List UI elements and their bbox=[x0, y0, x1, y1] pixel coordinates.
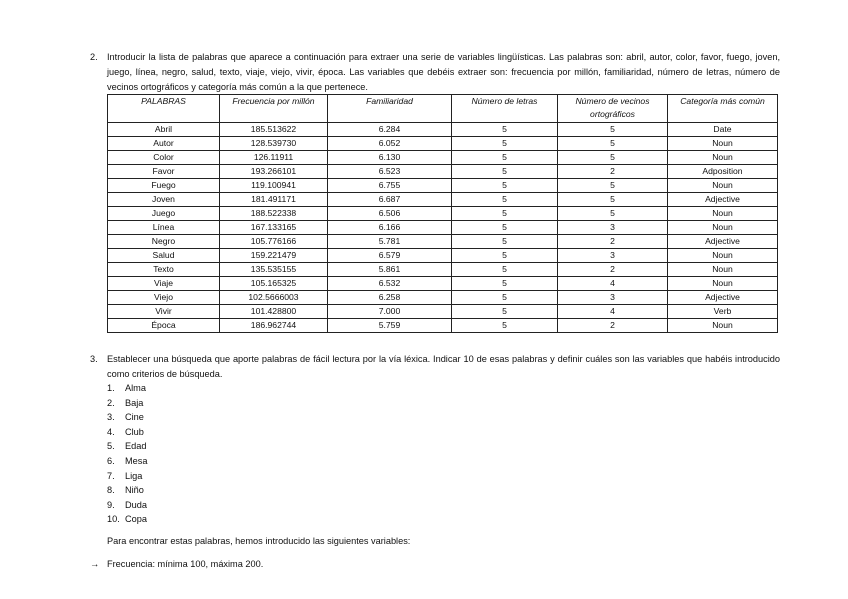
table-row bbox=[108, 221, 778, 235]
cell-categoria: Adposition bbox=[668, 165, 778, 179]
list-item-word: Niño bbox=[125, 485, 144, 496]
cell-palabra: Texto bbox=[108, 263, 220, 277]
cell-frecuencia: 102.5666003 bbox=[220, 291, 328, 305]
cell-categoria: Noun bbox=[668, 249, 778, 263]
cell-frecuencia: 105.165325 bbox=[220, 277, 328, 291]
cell-vecinos: 5 bbox=[558, 137, 668, 151]
easy-words-list bbox=[107, 381, 147, 527]
cell-palabra: Juego bbox=[108, 207, 220, 221]
table-row bbox=[108, 123, 778, 137]
table-body bbox=[108, 123, 778, 333]
list-item bbox=[107, 425, 147, 440]
cell-palabra: Viejo bbox=[108, 291, 220, 305]
cell-familiaridad: 6.532 bbox=[328, 277, 452, 291]
table-row bbox=[108, 277, 778, 291]
cell-categoria: Noun bbox=[668, 137, 778, 151]
cell-vecinos: 5 bbox=[558, 207, 668, 221]
list-item bbox=[107, 498, 147, 513]
cell-letras: 5 bbox=[452, 137, 558, 151]
cell-frecuencia: 186.962744 bbox=[220, 319, 328, 333]
cell-familiaridad: 7.000 bbox=[328, 305, 452, 319]
cell-frecuencia: 135.535155 bbox=[220, 263, 328, 277]
cell-letras: 5 bbox=[452, 263, 558, 277]
table-row bbox=[108, 291, 778, 305]
table-header-row bbox=[108, 95, 778, 123]
cell-letras: 5 bbox=[452, 249, 558, 263]
cell-familiaridad: 6.579 bbox=[328, 249, 452, 263]
question-3-number: 3. bbox=[90, 354, 98, 364]
cell-vecinos: 3 bbox=[558, 249, 668, 263]
cell-frecuencia: 105.776166 bbox=[220, 235, 328, 249]
list-item-word: Edad bbox=[125, 441, 147, 452]
list-item-number: 2. bbox=[107, 397, 115, 408]
cell-letras: 5 bbox=[452, 165, 558, 179]
cell-vecinos: 2 bbox=[558, 263, 668, 277]
question-3 bbox=[90, 352, 780, 382]
list-item-number: 9. bbox=[107, 499, 115, 510]
cell-letras: 5 bbox=[452, 235, 558, 249]
cell-palabra: Época bbox=[108, 319, 220, 333]
list-item-number: 4. bbox=[107, 426, 115, 437]
table-row bbox=[108, 235, 778, 249]
cell-categoria: Noun bbox=[668, 179, 778, 193]
list-item bbox=[107, 410, 147, 425]
list-item bbox=[107, 381, 147, 396]
list-item-word: Club bbox=[125, 426, 144, 437]
cell-categoria: Noun bbox=[668, 151, 778, 165]
table-row bbox=[108, 305, 778, 319]
list-item-word: Baja bbox=[125, 397, 144, 408]
cell-familiaridad: 5.861 bbox=[328, 263, 452, 277]
cell-familiaridad: 5.759 bbox=[328, 319, 452, 333]
cell-letras: 5 bbox=[452, 291, 558, 305]
cell-categoria: Noun bbox=[668, 221, 778, 235]
header-familiaridad: Familiaridad bbox=[328, 95, 452, 123]
question-2-number: 2. bbox=[90, 52, 98, 62]
cell-vecinos: 2 bbox=[558, 165, 668, 179]
cell-categoria: Verb bbox=[668, 305, 778, 319]
cell-vecinos: 5 bbox=[558, 179, 668, 193]
cell-categoria: Adjective bbox=[668, 235, 778, 249]
cell-categoria: Noun bbox=[668, 263, 778, 277]
question-2 bbox=[90, 50, 780, 95]
cell-frecuencia: 101.428800 bbox=[220, 305, 328, 319]
cell-vecinos: 2 bbox=[558, 319, 668, 333]
cell-vecinos: 3 bbox=[558, 291, 668, 305]
cell-palabra: Abril bbox=[108, 123, 220, 137]
header-categoria: Categoría más común bbox=[668, 95, 778, 123]
list-item-word: Duda bbox=[125, 499, 147, 510]
list-item bbox=[107, 512, 147, 527]
cell-letras: 5 bbox=[452, 123, 558, 137]
word-variables-table bbox=[107, 94, 778, 333]
cell-frecuencia: 193.266101 bbox=[220, 165, 328, 179]
list-item-number: 5. bbox=[107, 441, 115, 452]
list-item bbox=[107, 483, 147, 498]
cell-familiaridad: 6.687 bbox=[328, 193, 452, 207]
list-item-word: Cine bbox=[125, 412, 144, 423]
list-item-number: 3. bbox=[107, 412, 115, 423]
question-2-text: Introducir la lista de palabras que aparece a continuación para extraer una serie de variables lingüísticas. Las palabras son: abril, autor, color, favor, fuego, joven, juego, línea, negro, salud, texto, viaje, viejo, vivir, época. Las variables que debéis extraer son: frecuencia por millón, familiaridad, número de letras, número de vecinos ortográficos y categoría más común a la que pertenece. bbox=[107, 52, 780, 92]
list-item-word: Copa bbox=[125, 514, 147, 525]
cell-familiaridad: 6.130 bbox=[328, 151, 452, 165]
cell-frecuencia: 128.539730 bbox=[220, 137, 328, 151]
table-row bbox=[108, 249, 778, 263]
cell-familiaridad: 6.052 bbox=[328, 137, 452, 151]
cell-letras: 5 bbox=[452, 319, 558, 333]
cell-frecuencia: 188.522338 bbox=[220, 207, 328, 221]
cell-palabra: Vivir bbox=[108, 305, 220, 319]
list-item-number: 7. bbox=[107, 470, 115, 481]
variables-intro-paragraph: Para encontrar estas palabras, hemos introducido las siguientes variables: bbox=[107, 536, 411, 546]
header-vecinos-ortograficos: Número de vecinos ortográficos bbox=[558, 95, 668, 123]
list-item-number: 8. bbox=[107, 485, 115, 496]
cell-palabra: Joven bbox=[108, 193, 220, 207]
list-item bbox=[107, 454, 147, 469]
cell-frecuencia: 119.100941 bbox=[220, 179, 328, 193]
variable-bullet-text: Frecuencia: mínima 100, máxima 200. bbox=[107, 559, 264, 569]
list-item bbox=[107, 439, 147, 454]
cell-familiaridad: 6.166 bbox=[328, 221, 452, 235]
cell-letras: 5 bbox=[452, 305, 558, 319]
table-row bbox=[108, 137, 778, 151]
cell-categoria: Noun bbox=[668, 319, 778, 333]
list-item-word: Alma bbox=[125, 383, 146, 393]
cell-vecinos: 3 bbox=[558, 221, 668, 235]
cell-vecinos: 5 bbox=[558, 193, 668, 207]
cell-letras: 5 bbox=[452, 277, 558, 291]
list-item bbox=[107, 469, 147, 484]
table-row bbox=[108, 319, 778, 333]
question-3-text: Establecer una búsqueda que aporte palabras de fácil lectura por la vía léxica. Indicar 10 de esas palabras y definir cuáles son las variables que habéis introducido como criterios de búsqueda. bbox=[107, 354, 780, 379]
cell-letras: 5 bbox=[452, 193, 558, 207]
cell-frecuencia: 126.11911 bbox=[220, 151, 328, 165]
cell-palabra: Negro bbox=[108, 235, 220, 249]
header-frecuencia: Frecuencia por millón bbox=[220, 95, 328, 123]
table-row bbox=[108, 165, 778, 179]
table-row bbox=[108, 207, 778, 221]
cell-familiaridad: 6.755 bbox=[328, 179, 452, 193]
table-row bbox=[108, 179, 778, 193]
cell-palabra: Salud bbox=[108, 249, 220, 263]
table-row bbox=[108, 193, 778, 207]
cell-familiaridad: 6.284 bbox=[328, 123, 452, 137]
list-item-number: 1. bbox=[107, 383, 115, 393]
cell-palabra: Fuego bbox=[108, 179, 220, 193]
cell-familiaridad: 6.523 bbox=[328, 165, 452, 179]
cell-familiaridad: 6.258 bbox=[328, 291, 452, 305]
cell-frecuencia: 167.133165 bbox=[220, 221, 328, 235]
cell-categoria: Date bbox=[668, 123, 778, 137]
cell-categoria: Adjective bbox=[668, 193, 778, 207]
arrow-right-icon: → bbox=[90, 559, 100, 569]
cell-letras: 5 bbox=[452, 179, 558, 193]
cell-categoria: Adjective bbox=[668, 291, 778, 305]
cell-vecinos: 2 bbox=[558, 235, 668, 249]
header-numero-letras: Número de letras bbox=[452, 95, 558, 123]
table-row bbox=[108, 151, 778, 165]
cell-palabra: Color bbox=[108, 151, 220, 165]
cell-categoria: Noun bbox=[668, 207, 778, 221]
list-item bbox=[107, 396, 147, 411]
cell-letras: 5 bbox=[452, 151, 558, 165]
cell-palabra: Viaje bbox=[108, 277, 220, 291]
cell-vecinos: 4 bbox=[558, 305, 668, 319]
cell-frecuencia: 181.491171 bbox=[220, 193, 328, 207]
cell-familiaridad: 6.506 bbox=[328, 207, 452, 221]
cell-familiaridad: 5.781 bbox=[328, 235, 452, 249]
cell-categoria: Noun bbox=[668, 277, 778, 291]
cell-letras: 5 bbox=[452, 207, 558, 221]
list-item-word: Liga bbox=[125, 470, 143, 481]
header-palabras: PALABRAS bbox=[108, 95, 220, 123]
variable-bullet bbox=[90, 559, 263, 569]
list-item-number: 10. bbox=[107, 514, 120, 525]
list-item-word: Mesa bbox=[125, 455, 148, 466]
cell-vecinos: 4 bbox=[558, 277, 668, 291]
cell-palabra: Autor bbox=[108, 137, 220, 151]
cell-vecinos: 5 bbox=[558, 151, 668, 165]
cell-vecinos: 5 bbox=[558, 123, 668, 137]
list-item-number: 6. bbox=[107, 455, 115, 466]
cell-frecuencia: 159.221479 bbox=[220, 249, 328, 263]
cell-palabra: Favor bbox=[108, 165, 220, 179]
cell-frecuencia: 185.513622 bbox=[220, 123, 328, 137]
cell-letras: 5 bbox=[452, 221, 558, 235]
table-row bbox=[108, 263, 778, 277]
cell-palabra: Línea bbox=[108, 221, 220, 235]
